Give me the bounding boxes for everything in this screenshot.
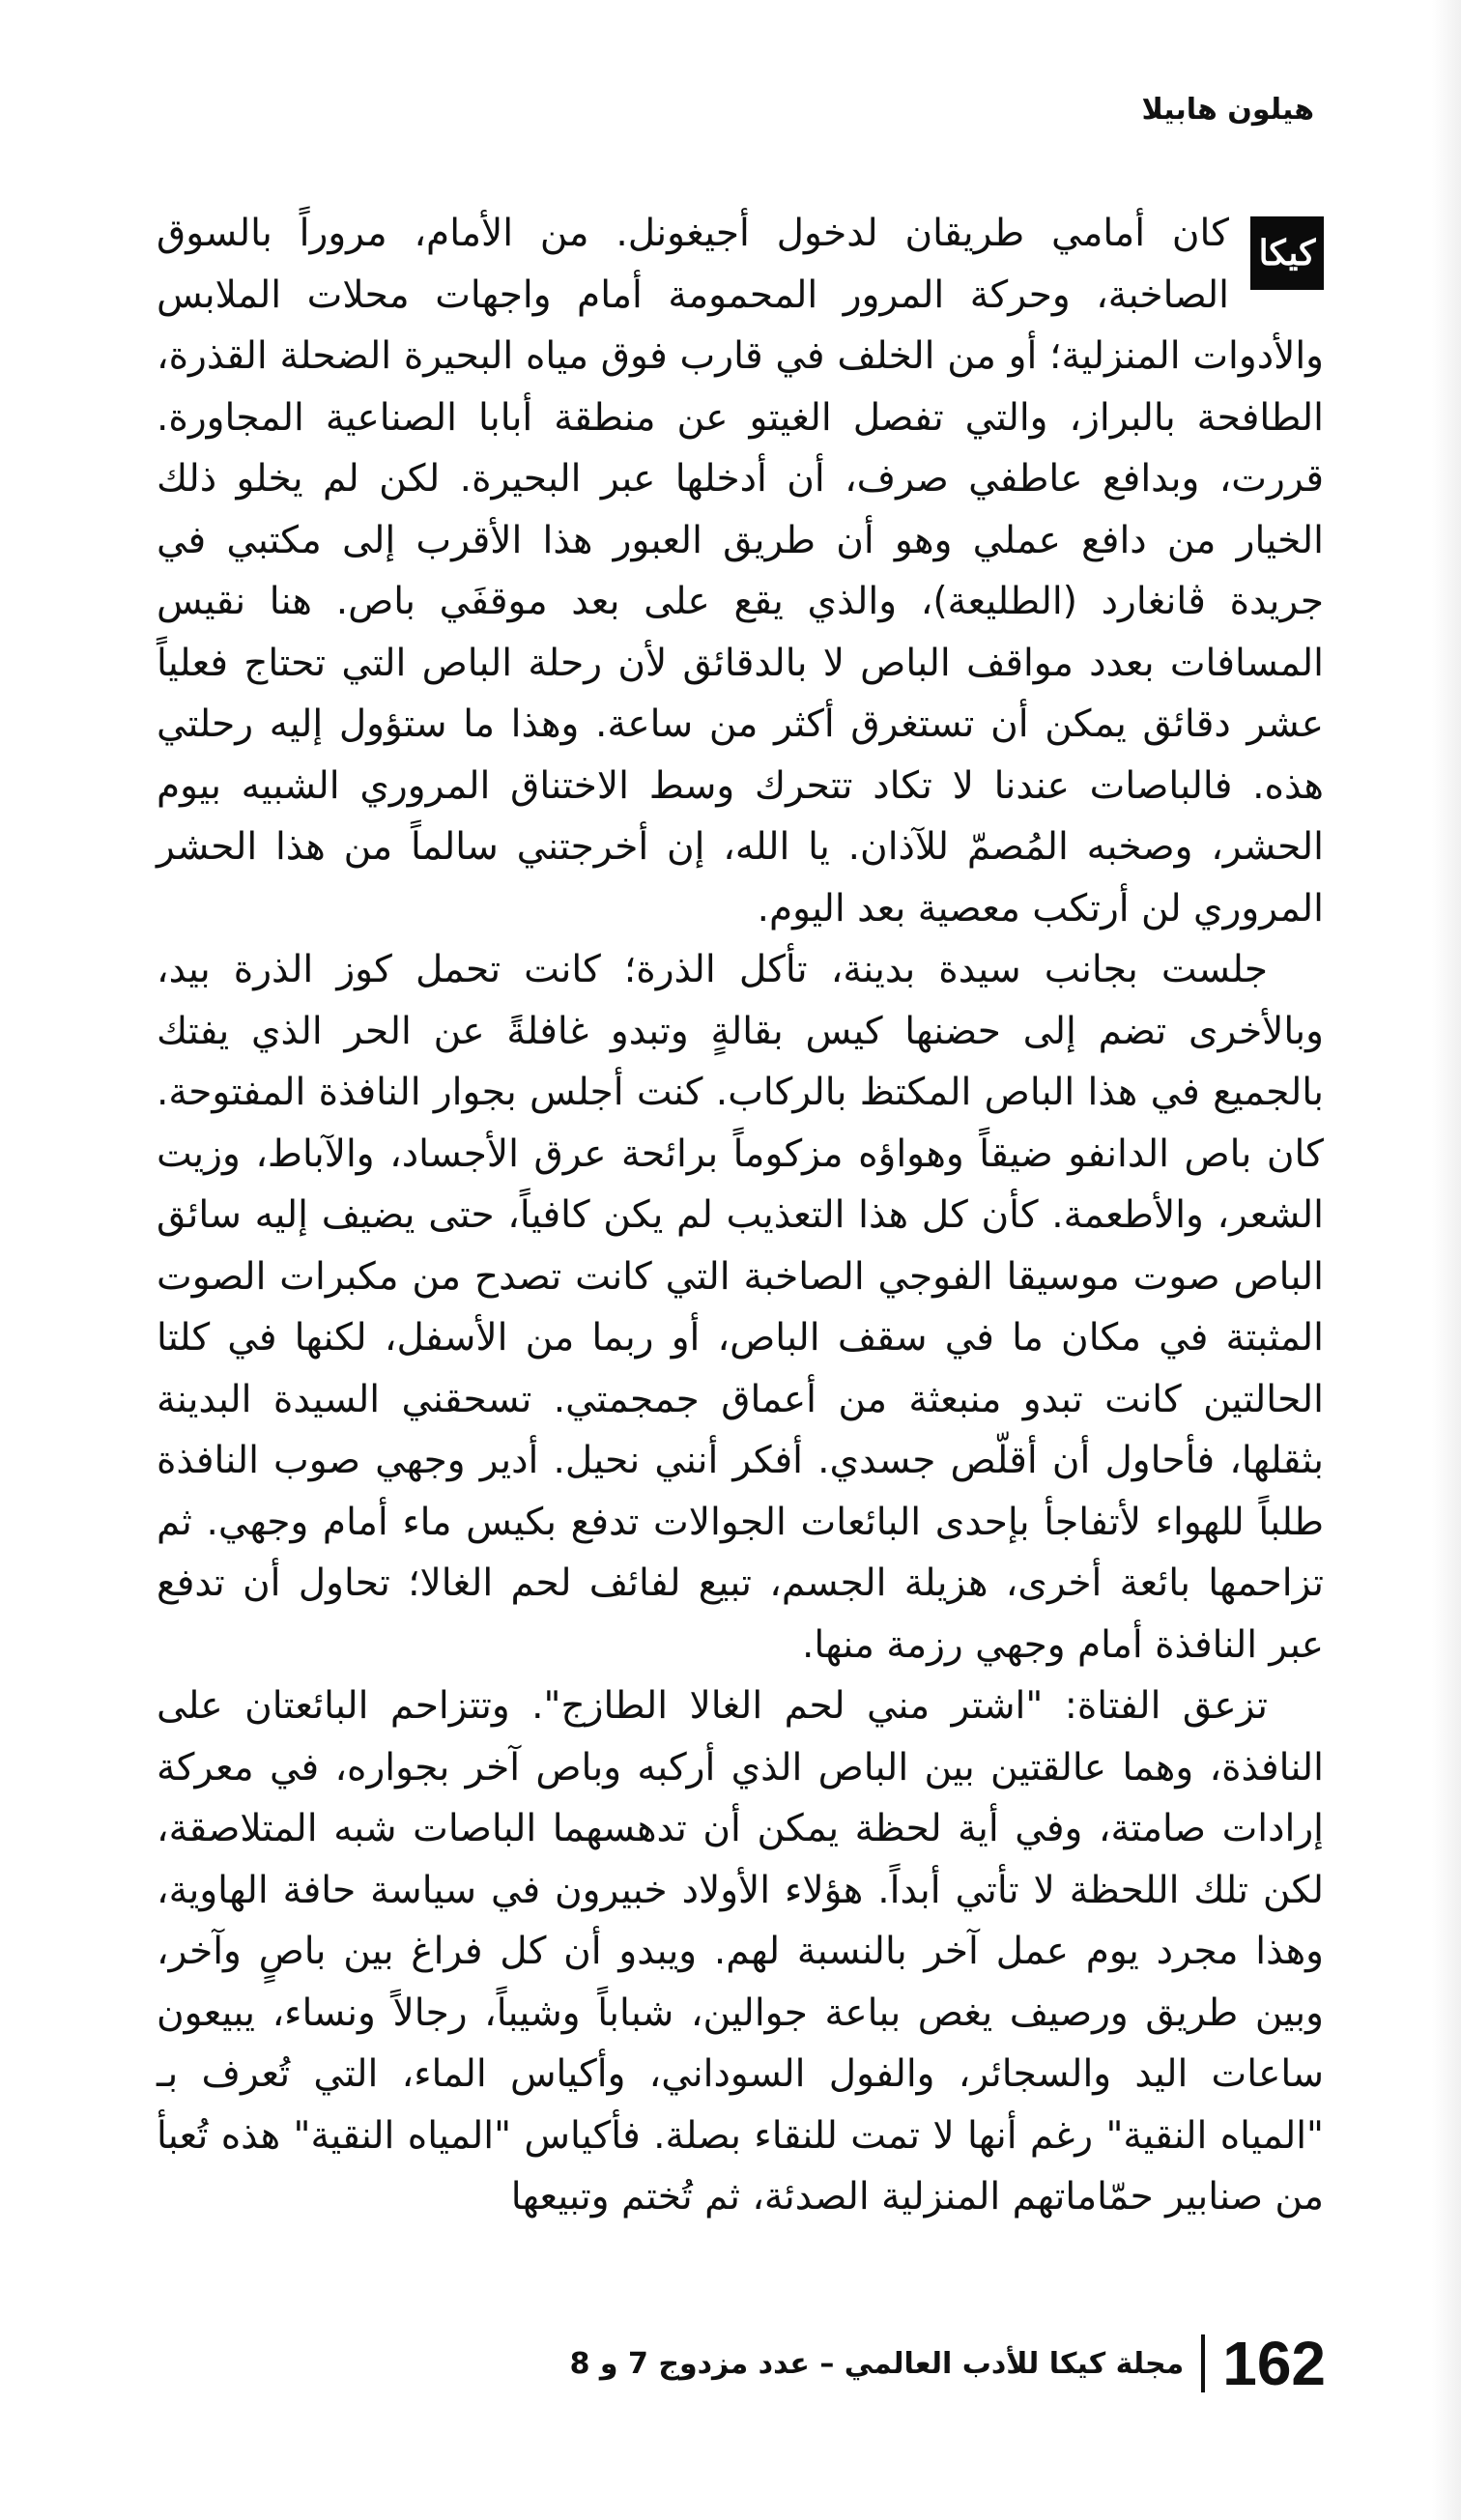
page-footer bbox=[569, 2329, 1326, 2398]
footer-divider bbox=[1201, 2334, 1205, 2392]
kika-logo bbox=[1250, 216, 1324, 290]
journal-issue-line: مجلة كيكا للأدب العالمي – عدد مزدوج 7 و 8 bbox=[569, 2346, 1185, 2381]
article-body bbox=[157, 203, 1324, 2228]
kika-logo-text: كيكا bbox=[1258, 233, 1316, 273]
page-edge-shadow bbox=[1432, 0, 1461, 2520]
paragraph-1 bbox=[157, 203, 1324, 939]
paragraph-1-text: كان أمامي طريقان لدخول أجيغونل. من الأمام، مروراً بالسوق الصاخبة، وحركة المرور المحمومة أمام واجهات محلات الملابس والأدوات المنزلية؛ أو من الخلف في قارب فوق مياه البحيرة الضحلة القذرة، الطافحة بالبراز، والتي تفصل الغيتو عن منطقة أبابا الصناعية المجاورة. قررت، وبدافع عاطفي صرف، أن أدخلها عبر البحيرة. لكن لم يخلو ذلك الخيار من دافع عملي وهو أن طريق العبور هذا الأقرب إلى مكتبي في جريدة ڤانغارد (الطليعة)، والذي يقع على بعد موقفَي باص. هنا نقيس المسافات بعدد مواقف الباص لا بالدقائق لأن رحلة الباص التي تحتاج فعلياً عشر دقائق يمكن أن تستغرق أكثر من ساعة. وهذا ما ستؤول إليه رحلتي هذه. فالباصات عندنا لا تكاد تتحرك وسط الاختناق المروري الشبيه بيوم الحشر، وصخبه المُصمّ للآذان. يا الله، إن أخرجتني سالماً من هذا الحشر المروري لن أرتكب معصية بعد اليوم. bbox=[157, 212, 1324, 931]
running-header-author: هيلون هابيلا bbox=[1141, 93, 1314, 127]
paragraph-2: جلست بجانب سيدة بدينة، تأكل الذرة؛ كانت تحمل كوز الذرة بيد، وبالأخرى تضم إلى حضنها كيس بقالةٍ وتبدو غافلةً عن الحر الذي يفتك بالجميع في هذا الباص المكتظ بالركاب. كنت أجلس بجوار النافذة المفتوحة. كان باص الدانفو ضيقاً وهواؤه مزكوماً برائحة عرق الأجساد، والآباط، وزيت الشعر، والأطعمة. كأن كل هذا التعذيب لم يكن كافياً، حتى يضيف إليه سائق الباص صوت موسيقا الفوجي الصاخبة التي كانت تصدح من مكبرات الصوت المثبتة في مكان ما في سقف الباص، أو ربما من الأسفل، لكنها في كلتا الحالتين كانت تبدو منبعثة من أعماق جمجمتي. تسحقني السيدة البدينة بثقلها، فأحاول أن أقلّص جسدي. أفكر أنني نحيل. أدير وجهي صوب النافذة طلباً للهواء لأتفاجأ بإحدى البائعات الجوالات تدفع بكيس ماء أمام وجهي. ثم تزاحمها بائعة أخرى، هزيلة الجسم، تبيع لفائف لحم الغالا؛ تحاول أن تدفع عبر النافذة أمام وجهي رزمة منها. bbox=[157, 948, 1324, 1667]
paragraph-3: تزعق الفتاة: "اشتر مني لحم الغالا الطازج". وتتزاحم البائعتان على النافذة، وهما عالقتين بين الباص الذي أركبه وباص آخر بجواره، في معركة إرادات صامتة، وفي أية لحظة يمكن أن تدهسهما الباصات شبه المتلاصقة، لكن تلك اللحظة لا تأتي أبداً. هؤلاء الأولاد خبيرون في سياسة حافة الهاوية، وهذا مجرد يوم عمل آخر بالنسبة لهم. ويبدو أن كل فراغ بين باصٍ وآخر، وبين طريق ورصيف يغص بباعة جوالين، شباباً وشيباً، رجالاً ونساء، يبيعون ساعات اليد والسجائر، والفول السوداني، وأكياس الماء، التي تُعرف بـ "المياه النقية" رغم أنها لا تمت للنقاء بصلة. فأكياس "المياه النقية" هذه تُعبأ من صنابير حمّاماتهم المنزلية الصدئة، ثم تُختم وتبيعها bbox=[157, 1684, 1324, 2219]
page-number: 162 bbox=[1222, 2329, 1326, 2398]
